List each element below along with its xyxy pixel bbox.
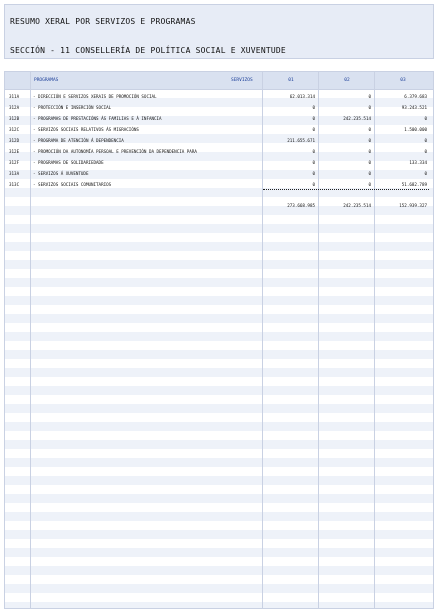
table-header [5,72,433,90]
value-01: 211.655.671 [287,138,315,143]
table-row [5,181,433,189]
program-description: - SERVIZOS SOCIAIS COMUNITARIOS [33,182,112,187]
table-row [5,170,433,178]
report-title: RESUMO XERAL POR SERVIZOS E PROGRAMAS [10,17,196,26]
table-row [5,115,433,123]
table-row [5,148,433,156]
value-02: 0 [368,182,371,187]
value-03: 0 [424,138,427,143]
program-code: 312F [9,160,20,165]
value-02: 0 [368,138,371,143]
program-description: - PROGRAMAS DE SOLIDARIEDADE [33,160,104,165]
total-02: 242.235.514 [343,203,371,208]
program-code: 311A [9,94,20,99]
value-03: 51.682.789 [401,182,427,187]
value-01: 62.013.314 [289,94,315,99]
value-02: 0 [368,94,371,99]
value-01: 0 [312,105,315,110]
table-row [5,126,433,134]
value-01: 0 [312,127,315,132]
program-code: 312E [9,149,20,154]
program-code: 313C [9,182,20,187]
value-03: 93.243.521 [401,105,427,110]
value-01: 0 [312,171,315,176]
value-01: 0 [312,182,315,187]
header-servizos: SERVIZOS [231,78,253,83]
report-header [4,4,434,59]
program-description: - PROTECCIÓN E INSERCIÓN SOCIAL [33,105,112,110]
header-col-01: 01 [288,78,294,83]
summary-table [4,71,434,609]
program-code: 312A [9,105,20,110]
table-row [5,93,433,101]
value-02: 0 [368,149,371,154]
header-col-02: 02 [344,78,350,83]
program-code: 313A [9,171,20,176]
value-01: 0 [312,116,315,121]
value-02: 0 [368,105,371,110]
table-row [5,104,433,112]
value-03: 6.379.683 [404,94,427,99]
program-code: 312D [9,138,20,143]
value-02: 0 [368,160,371,165]
value-02: 242.235.514 [343,116,371,121]
total-03: 152.939.327 [399,203,427,208]
value-01: 0 [312,160,315,165]
table-row [5,137,433,145]
program-description: - SERVIZOS SOCIAIS RELATIVOS ÁS MIGRACIÓNS [33,127,139,132]
value-02: 0 [368,127,371,132]
value-01: 0 [312,149,315,154]
value-03: 0 [424,149,427,154]
value-03: 1.500.000 [404,127,427,132]
table-row [5,159,433,167]
header-col-03: 03 [400,78,406,83]
program-description: - PROMOCIÓN DA AUTONOMÍA PERSOAL E PREVENCIÓN DA DEPENDENCIA PARA [33,149,197,154]
value-03: 0 [424,171,427,176]
table-row-stripes [5,89,433,609]
value-02: 0 [368,171,371,176]
value-03: 0 [424,116,427,121]
totals-separator [263,189,429,190]
total-01: 273.668.985 [287,203,315,208]
program-code: 312C [9,127,20,132]
program-description: - PROGRAMA DE ATENCIÓN Á DEPENDENCIA [33,138,124,143]
header-programas: PROGRAMAS [34,78,59,83]
program-description: - SERVIZOS Á XUVENTUDE [33,171,89,176]
program-description: - PROGRAMAS DE PRESTACIÓNS ÁS FAMILIAS E Á INFANCIA [33,116,162,121]
program-code: 312B [9,116,20,121]
program-description: - DIRECCIÓN E SERVIZOS XERAIS DE PROMOCIÓN SOCIAL [33,94,157,99]
totals-row [5,202,433,210]
report-subtitle: SECCIÓN - 11 CONSELLERÍA DE POLÍTICA SOCIAL E XUVENTUDE [10,46,286,55]
value-03: 133.334 [409,160,427,165]
